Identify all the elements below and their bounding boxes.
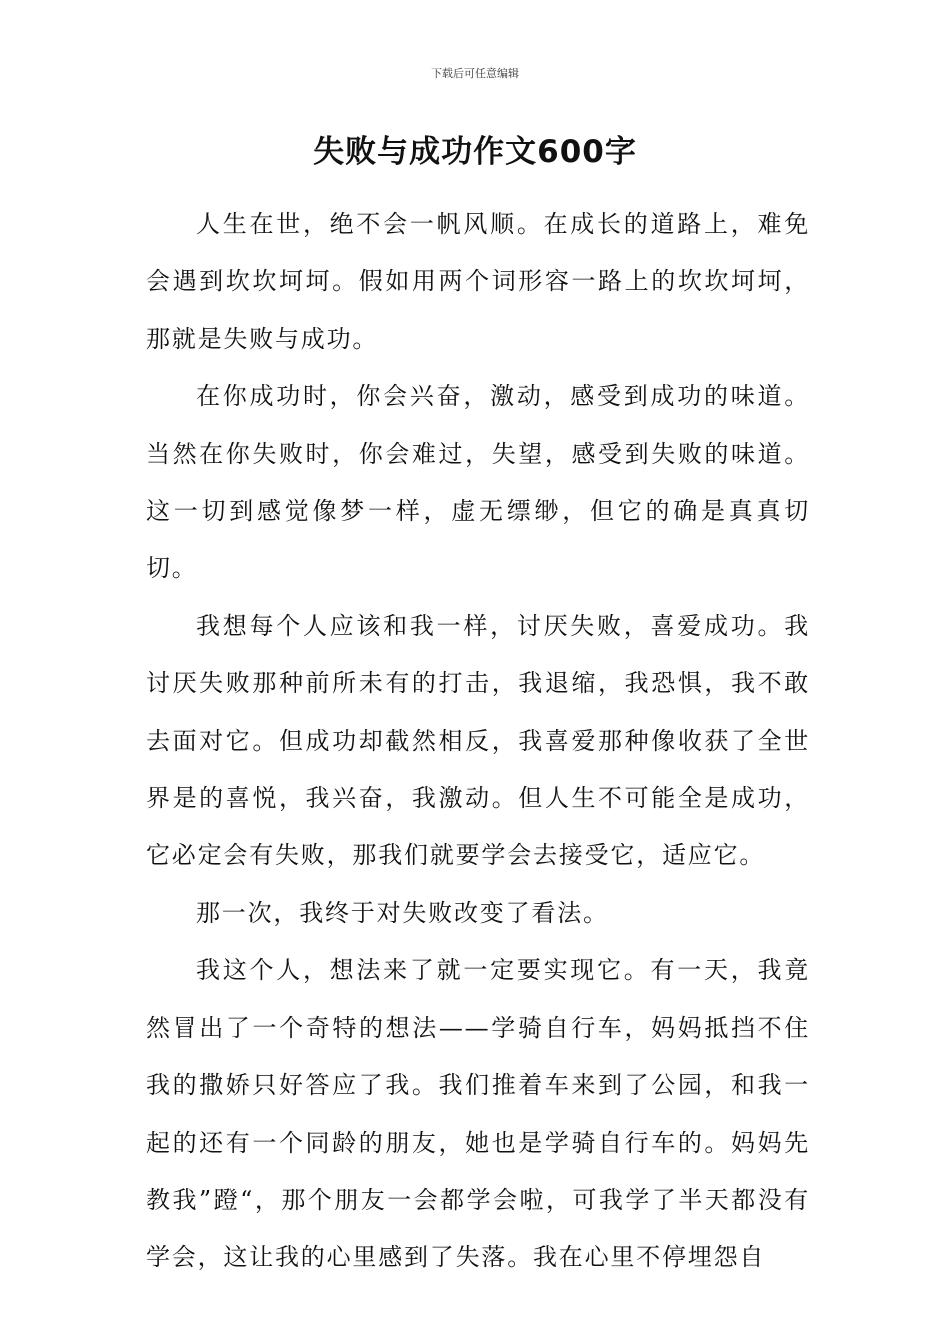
paragraph: 我这个人，想法来了就一定要实现它。有一天，我竟然冒出了一个奇特的想法——学骑自行车，妈妈抵挡不住我的撒娇只好答应了我。我们推着车来到了公园，和我一起的还有一个同龄的朋友，她也是学骑自行车的。妈妈先教我”蹬“，那个朋友一会都学会啦，可我学了半天都没有学会，这让我的心里感到了失落。我在心里不停埋怨自 bbox=[146, 956, 810, 1272]
paragraph: 在你成功时，你会兴奋，激动，感受到成功的味道。当然在你失败时，你会难过，失望，感受到失败的味道。这一切到感觉像梦一样，虚无缥缈，但它的确是真真切切。 bbox=[146, 382, 810, 583]
paragraph: 我想每个人应该和我一样，讨厌失败，喜爱成功。我讨厌失败那种前所未有的打击，我退缩，我恐惧，我不敢去面对它。但成功却截然相反，我喜爱那种像收获了全世界是的喜悦，我兴奋，我激动。但人生不可能全是成功，它必定会有失败，那我们就要学会去接受它，适应它。 bbox=[146, 611, 810, 870]
header-note: 下载后可任意编辑 bbox=[431, 67, 519, 80]
paragraph: 那一次，我终于对失败改变了看法。 bbox=[196, 898, 609, 927]
document-title: 失败与成功作文600字 bbox=[313, 134, 637, 170]
document-body bbox=[146, 196, 810, 1287]
paragraph: 人生在世，绝不会一帆风顺。在成长的道路上，难免会遇到坎坎坷坷。假如用两个词形容一路上的坎坎坷坷，那就是失败与成功。 bbox=[146, 210, 810, 353]
